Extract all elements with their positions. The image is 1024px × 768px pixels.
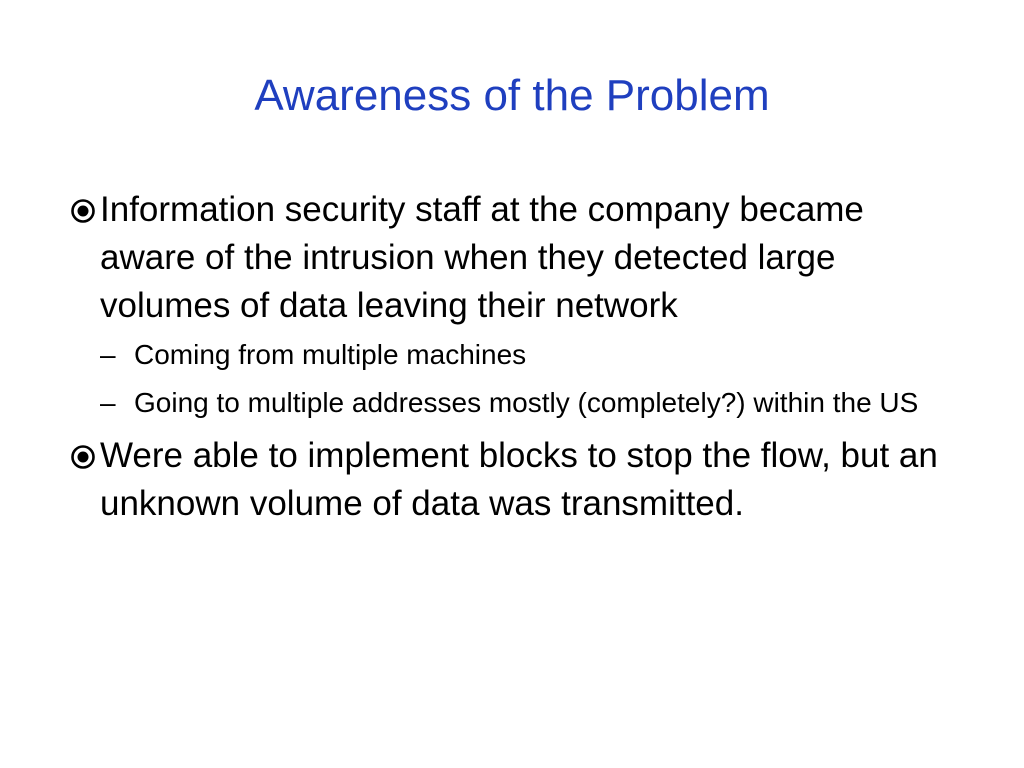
bullet-item (66, 186, 946, 330)
circled-bullet-icon (70, 444, 96, 470)
bullet-text: Information security staff at the company became aware of the intrusion when they detected large volumes of data leaving their network (100, 190, 864, 325)
sub-bullet-text: Going to multiple addresses mostly (completely?) within the US (134, 387, 919, 418)
sub-bullet-text: Coming from multiple machines (134, 339, 527, 370)
sub-bullet-list (66, 336, 946, 422)
dash-marker: – (100, 339, 116, 370)
circled-bullet-icon (70, 198, 96, 224)
slide-body (66, 186, 946, 528)
sub-bullet-item (66, 336, 946, 374)
bullet-item (66, 432, 946, 528)
sub-bullet-item (66, 384, 946, 422)
dash-marker: – (100, 387, 116, 418)
bullet-text: Were able to implement blocks to stop the flow, but an unknown volume of data was transmitted. (100, 436, 938, 523)
slide-title: Awareness of the Problem (254, 71, 770, 120)
